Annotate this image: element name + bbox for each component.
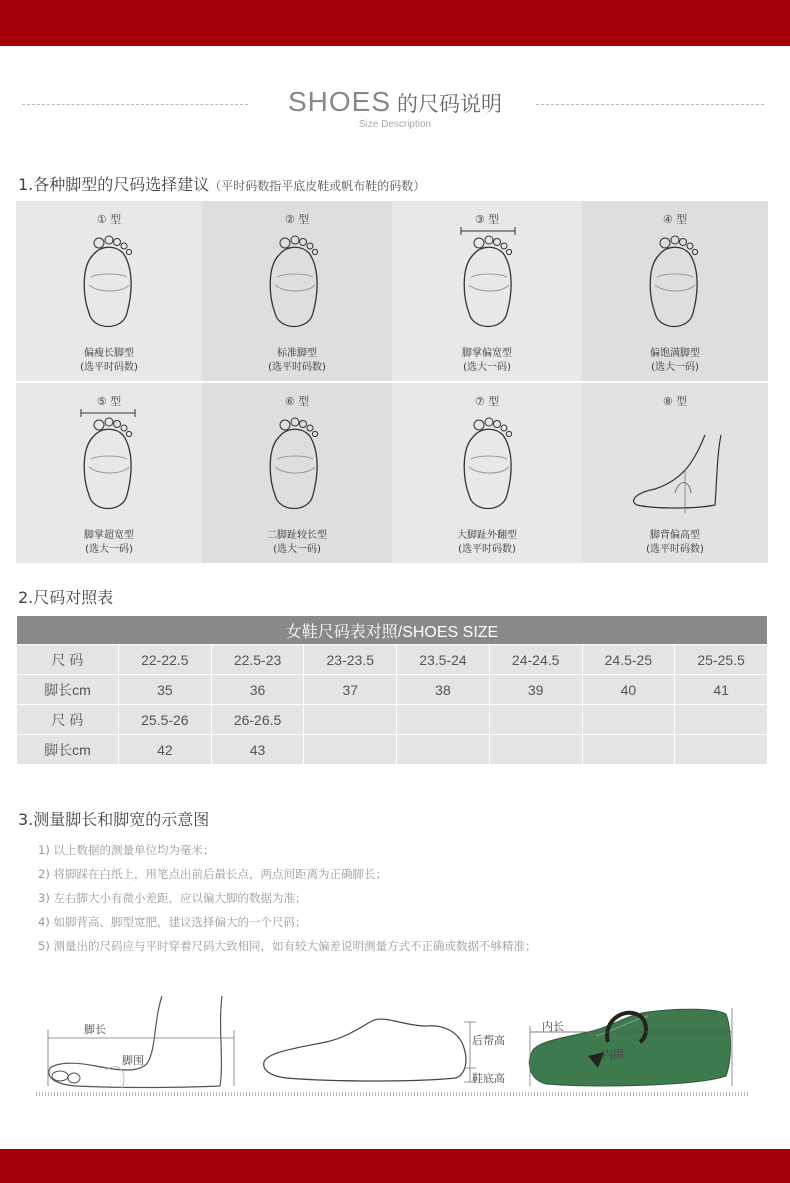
note-item: 2) 将脚踩在白纸上，用笔点出前后最长点，两点间距离为正确脚长； <box>38 867 387 881</box>
measurement-diagram <box>36 990 748 1100</box>
foot-type-advice: (选大一码) <box>273 544 321 555</box>
size-cell: 26-26.5 <box>211 705 304 735</box>
page-title <box>0 86 790 118</box>
size-cell <box>675 735 768 765</box>
row-header-cell: 脚长cm <box>17 735 119 765</box>
foot-type-card <box>392 201 582 381</box>
foot-sole-icon <box>245 227 345 337</box>
table-row <box>17 705 768 735</box>
size-cell <box>489 705 582 735</box>
row-header-cell: 尺 码 <box>17 645 119 675</box>
foot-type-name: 二脚趾较长型 <box>267 530 327 541</box>
foot-type-card <box>202 201 392 381</box>
measurement-notes <box>38 838 536 958</box>
grid-divider <box>16 381 768 383</box>
foot-sole-icon <box>245 409 345 519</box>
size-cell <box>304 735 397 765</box>
note-item: 4) 如脚背高、脚型宽肥，建议选择偏大的一个尺码； <box>38 915 307 929</box>
top-banner <box>0 0 790 46</box>
size-cell <box>397 735 490 765</box>
size-table-title: 女鞋尺码表对照/SHOES SIZE <box>17 616 768 645</box>
foot-sole-icon <box>59 409 159 519</box>
inner-girth-label: 内围 <box>602 1048 624 1061</box>
size-cell: 24.5-25 <box>582 645 675 675</box>
foot-type-card <box>16 383 202 563</box>
foot-sole-icon <box>439 227 539 337</box>
size-cell: 22.5-23 <box>211 645 304 675</box>
size-cell: 39 <box>489 675 582 705</box>
table-row <box>17 735 768 765</box>
section2-title: 2.尺码对照表 <box>18 588 114 607</box>
page-title-cn: 的尺码说明 <box>397 92 503 116</box>
note-item: 3) 左右脚大小有微小差距，应以偏大脚的数据为准； <box>38 891 307 905</box>
section3-title: 3.测量脚长和脚宽的示意图 <box>18 810 210 829</box>
foot-type-name: 大脚趾外翻型 <box>457 530 517 541</box>
foot-type-card <box>16 201 202 381</box>
heel-height-label: 后帮高 <box>472 1034 505 1047</box>
size-cell: 40 <box>582 675 675 705</box>
foot-type-advice: (选大一码) <box>651 362 699 373</box>
size-cell: 36 <box>211 675 304 705</box>
foot-type-advice: (选平时码数) <box>458 544 516 555</box>
note-item: 5) 测量出的尺码应与平时穿着尺码大致相同，如有较大偏差说明测量方式不正确或数据不够精准； <box>38 939 537 953</box>
section1-title: 1.各种脚型的尺码选择建议 <box>18 175 210 194</box>
foot-sole-icon <box>59 227 159 337</box>
foot-type-card <box>582 201 768 381</box>
bottom-banner <box>0 1149 790 1183</box>
size-cell <box>489 735 582 765</box>
size-cell: 41 <box>675 675 768 705</box>
foot-type-advice: (选平时码数) <box>646 544 704 555</box>
foot-type-number: ① 型 <box>96 213 122 226</box>
table-row <box>17 645 768 675</box>
foot-girth-label: 脚围 <box>122 1054 144 1067</box>
foot-type-number: ③ 型 <box>474 213 500 226</box>
page-subtitle: Size Description <box>358 119 432 130</box>
foot-type-number: ⑧ 型 <box>662 395 688 408</box>
size-cell: 25.5-26 <box>119 705 212 735</box>
size-cell: 22-22.5 <box>119 645 212 675</box>
size-cell: 24-24.5 <box>489 645 582 675</box>
foot-type-card <box>392 383 582 563</box>
foot-type-number: ⑦ 型 <box>474 395 500 408</box>
size-cell: 23.5-24 <box>397 645 490 675</box>
foot-type-advice: (选平时码数) <box>268 362 326 373</box>
size-cell: 23-23.5 <box>304 645 397 675</box>
foot-type-advice: (选平时码数) <box>80 362 138 373</box>
size-cell: 42 <box>119 735 212 765</box>
row-header-cell: 尺 码 <box>17 705 119 735</box>
size-cell: 38 <box>397 675 490 705</box>
size-cell <box>582 735 675 765</box>
foot-type-number: ⑤ 型 <box>96 395 122 408</box>
foot-type-name: 偏瘦长脚型 <box>84 348 134 359</box>
foot-type-card <box>202 383 392 563</box>
foot-length-label: 脚长 <box>84 1023 106 1036</box>
foot-type-advice: (选大一码) <box>463 362 511 373</box>
foot-type-advice: (选大一码) <box>85 544 133 555</box>
size-cell <box>304 705 397 735</box>
sole-height-label: 鞋底高 <box>472 1072 505 1085</box>
foot-type-name: 脚掌超宽型 <box>84 530 134 541</box>
foot-type-number: ② 型 <box>284 213 310 226</box>
foot-side-icon <box>625 409 725 519</box>
size-cell <box>675 705 768 735</box>
section1-heading <box>18 172 425 195</box>
foot-type-number: ④ 型 <box>662 213 688 226</box>
table-row <box>17 675 768 705</box>
foot-type-grid <box>16 201 768 563</box>
size-cell: 37 <box>304 675 397 705</box>
foot-type-name: 脚背偏高型 <box>650 530 700 541</box>
size-cell: 25-25.5 <box>675 645 768 675</box>
row-header-cell: 脚长cm <box>17 675 119 705</box>
size-cell: 43 <box>211 735 304 765</box>
size-table <box>16 615 768 765</box>
section1-note: （平时码数指平底皮鞋或帆布鞋的码数） <box>209 179 426 193</box>
size-cell <box>397 705 490 735</box>
foot-type-name: 偏饱满脚型 <box>650 348 700 359</box>
note-item: 1) 以上数据的测量单位均为毫米； <box>38 843 215 857</box>
measurement-illustration <box>36 990 748 1100</box>
page-title-en: SHOES <box>287 86 392 117</box>
foot-type-name: 标准脚型 <box>277 348 317 359</box>
foot-sole-icon <box>439 409 539 519</box>
foot-type-name: 脚掌偏宽型 <box>462 348 512 359</box>
size-cell <box>582 705 675 735</box>
foot-type-number: ⑥ 型 <box>284 395 310 408</box>
foot-type-card <box>582 383 768 563</box>
foot-sole-icon <box>625 227 725 337</box>
inner-length-label: 内长 <box>542 1020 564 1033</box>
size-cell: 35 <box>119 675 212 705</box>
